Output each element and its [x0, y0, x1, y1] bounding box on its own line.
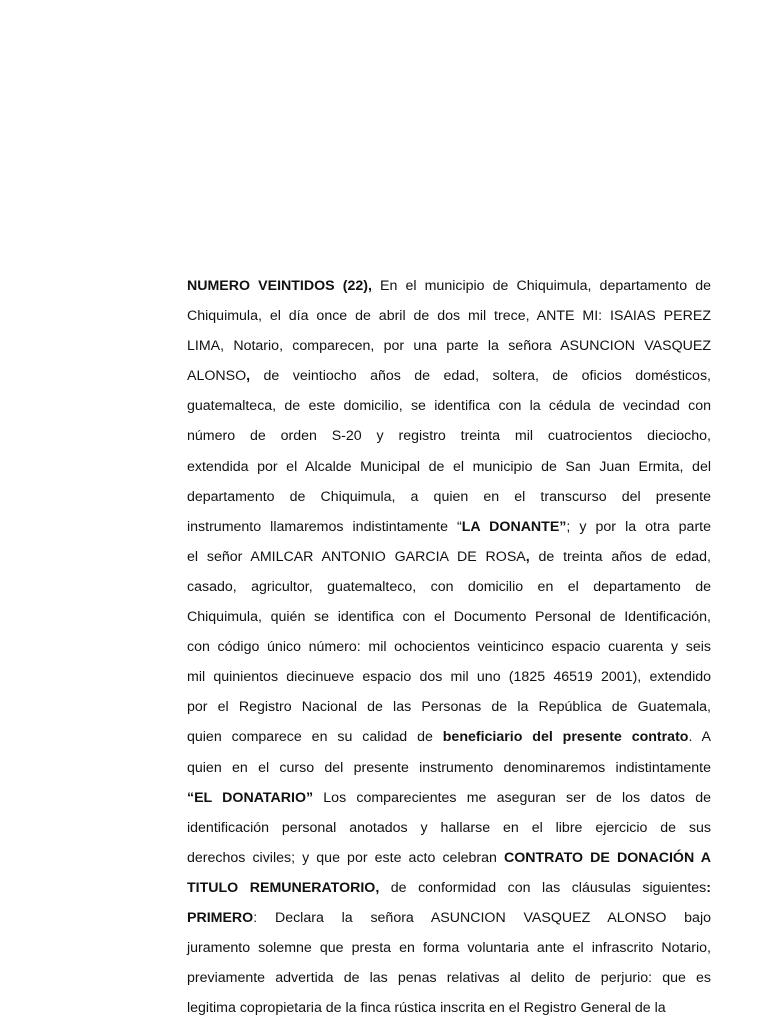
document-line — [187, 512, 711, 542]
text-run: el señor AMILCAR ANTONIO GARCIA DE ROSA — [187, 548, 526, 565]
document-line — [187, 271, 711, 301]
bold-text-run: TITULO REMUNERATORIO, — [187, 879, 380, 896]
text-run: guatemalteca, de este domicilio, se identifica con la cédula de vecindad con — [187, 398, 711, 415]
document-line — [187, 933, 711, 963]
document-line — [187, 542, 711, 572]
text-run: identificación personal anotados y hallarse en el libre ejercicio de sus — [187, 819, 711, 836]
text-run: con código único número: mil ochocientos veinticinco espacio cuarenta y seis — [187, 639, 711, 656]
document-line — [187, 391, 711, 421]
text-run: Chiquimula, quién se identifica con el Documento Personal de Identificación, — [187, 609, 711, 626]
document-line — [187, 753, 711, 783]
bold-text-run: : — [706, 879, 711, 896]
text-run: quien en el curso del presente instrumento denominaremos indistintamente — [187, 759, 711, 776]
document-line — [187, 572, 711, 602]
text-run: por el Registro Nacional de las Personas de la República de Guatemala, — [187, 699, 711, 716]
text-run: ; y por la otra parte — [566, 518, 711, 535]
text-run: de conformidad con las cláusulas siguientes — [379, 879, 707, 896]
document-line — [187, 783, 711, 813]
text-run: juramento solemne que presta en forma voluntaria ante el infrascrito Notario, — [187, 940, 711, 957]
text-run: . A — [688, 729, 711, 746]
text-run: mil quinientos diecinueve espacio dos mil uno (1825 46519 2001), extendido — [187, 669, 711, 686]
text-run: extendida por el Alcalde Municipal de el municipio de San Juan Ermita, del — [187, 458, 711, 475]
text-run: previamente advertida de las penas relativas al delito de perjurio: que es — [187, 970, 711, 987]
document-body — [187, 271, 711, 1023]
bold-text-run: , — [525, 548, 530, 565]
bold-text-run: NUMERO VEINTIDOS (22), — [187, 278, 381, 294]
bold-text-run: “EL DONATARIO” — [187, 789, 314, 806]
document-line — [187, 722, 711, 752]
document-line — [187, 993, 711, 1023]
text-run: departamento de Chiquimula, a quien en el transcurso del presente — [187, 488, 711, 505]
text-run: casado, agricultor, guatemalteco, con domicilio en el departamento de — [187, 578, 711, 595]
text-run: Chiquimula, el día once de abril de dos mil trece, ANTE MI: ISAIAS PEREZ — [187, 308, 711, 325]
text-run: Los comparecientes me aseguran ser de los datos de — [313, 789, 711, 806]
document-line — [187, 421, 711, 451]
document-line — [187, 843, 711, 873]
document-line — [187, 331, 711, 361]
text-run: ALONSO — [187, 368, 247, 385]
text-run: instrumento llamaremos indistintamente “ — [187, 518, 462, 535]
document-line — [187, 452, 711, 482]
document-line — [187, 963, 711, 993]
bold-text-run: LA DONANTE” — [461, 518, 567, 535]
text-run: de treinta años de edad, — [529, 548, 711, 565]
document-line — [187, 301, 711, 331]
text-run: de veintiocho años de edad, soltera, de oficios domésticos, — [250, 368, 711, 385]
text-run: número de orden S-20 y registro treinta mil cuatrocientos dieciocho, — [187, 428, 711, 445]
document-line — [187, 602, 711, 632]
bold-text-run: PRIMERO — [187, 909, 254, 926]
document-line — [187, 482, 711, 512]
document-line — [187, 692, 711, 722]
bold-text-run: CONTRATO DE DONACIÓN A — [503, 849, 711, 866]
document-line — [187, 632, 711, 662]
text-run: : Declara la señora ASUNCION VASQUEZ ALONSO bajo — [253, 909, 711, 926]
text-run: LIMA, Notario, comparecen, por una parte la señora ASUNCION VASQUEZ — [187, 338, 711, 355]
document-line — [187, 903, 711, 933]
text-run: En el municipio de Chiquimula, departamento de — [380, 278, 711, 294]
document-line — [187, 662, 711, 692]
document-line — [187, 361, 711, 391]
bold-text-run: , — [246, 368, 251, 385]
text-run: legitima copropietaria de la finca rústica inscrita en el Registro General de la — [187, 1000, 666, 1017]
document-line — [187, 873, 711, 903]
bold-text-run: beneficiario del presente contrato — [442, 729, 689, 746]
text-run: derechos civiles; y que por este acto celebran — [187, 849, 504, 866]
document-line — [187, 813, 711, 843]
text-run: quien comparece en su calidad de — [187, 729, 443, 746]
